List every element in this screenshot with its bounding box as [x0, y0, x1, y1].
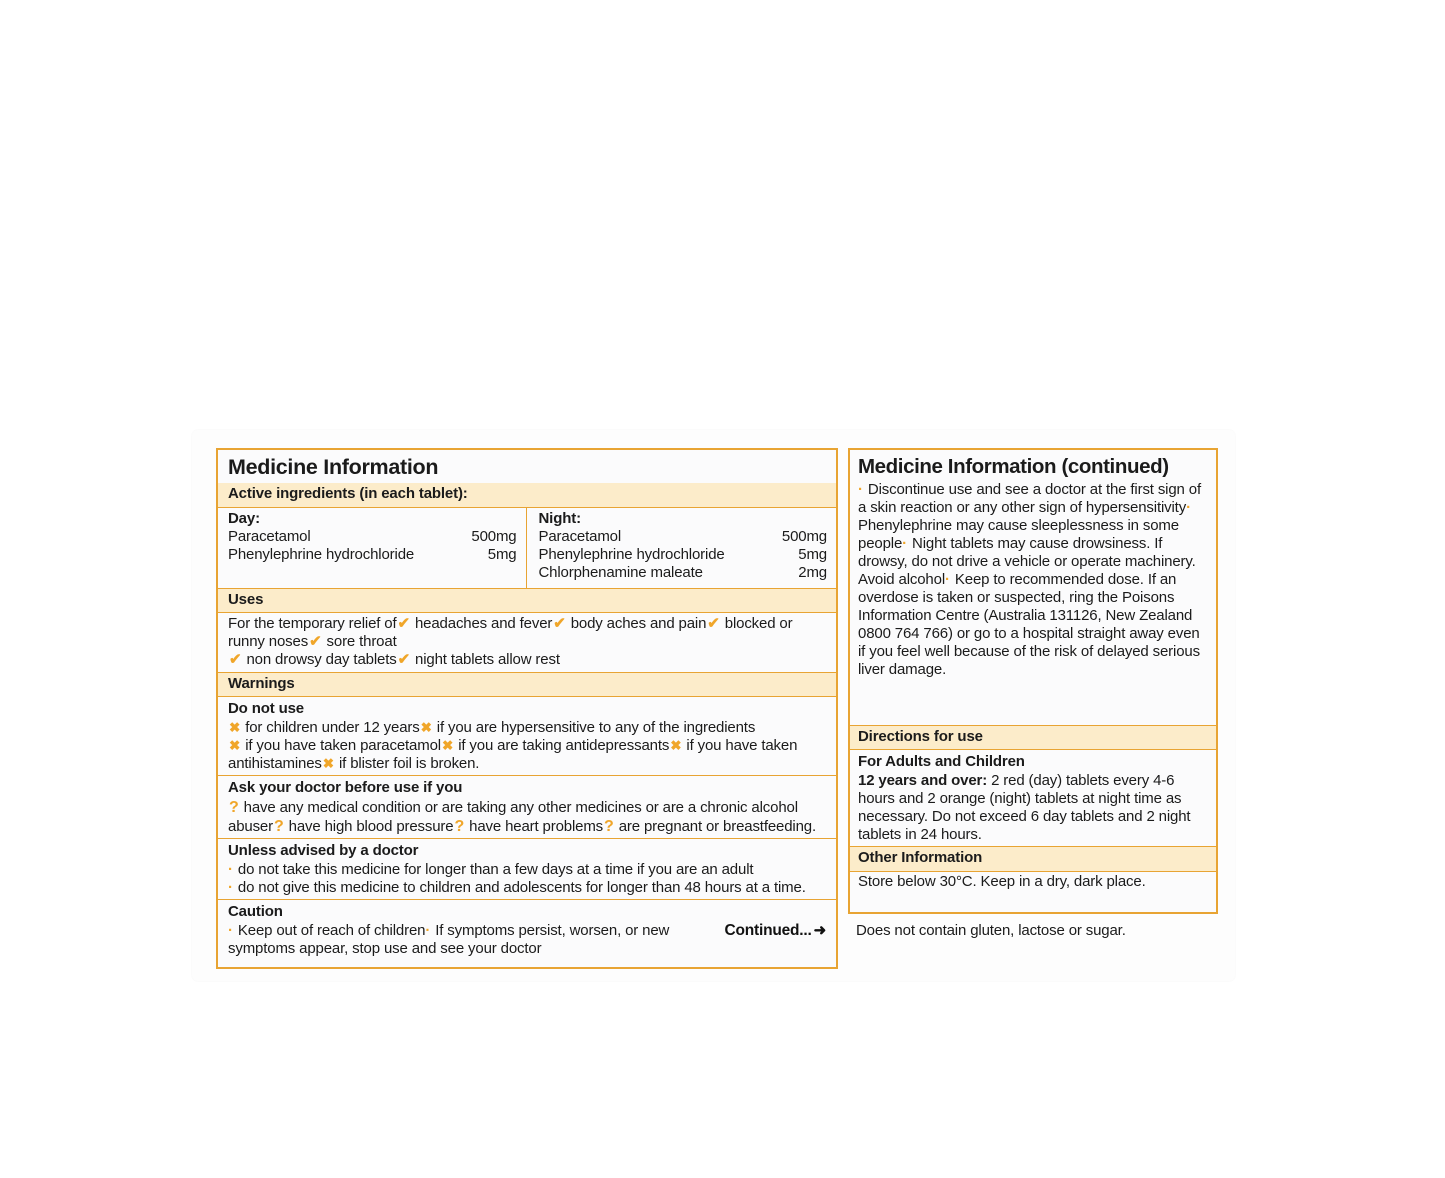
medicine-information-card: [192, 430, 1235, 981]
bullet-icon: ·: [228, 922, 233, 940]
do-not-use-item: if you are hypersensitive to any of the ingredients: [436, 719, 756, 737]
unless-advised-item: do not give this medicine to children and adolescents for longer than 48 hours at a time.: [237, 879, 806, 897]
age-label: 12 years and over:: [858, 772, 988, 790]
ingredient-name: Paracetamol: [228, 527, 311, 545]
ingredient-amount: 500mg: [781, 527, 827, 545]
check-icon: ✔: [553, 614, 566, 632]
caution-item: If symptoms persist, worsen, or new symptoms appear, stop use and see your doctor: [228, 922, 670, 958]
ingredient-name: Chlorphenamine maleate: [538, 563, 703, 581]
ask-doctor-item: have any medical condition or are taking any other medicines or are a chronic alcohol abuser: [228, 799, 798, 836]
uses-item: non drowsy day tablets: [246, 650, 397, 668]
ingredient-name: Phenylephrine hydrochloride: [228, 545, 415, 563]
cross-icon: ✖: [420, 720, 432, 736]
bullet-icon: ·: [1186, 499, 1191, 517]
day-ingredients-column: [218, 508, 526, 588]
check-icon: ✔: [309, 632, 322, 650]
cross-icon: ✖: [441, 738, 454, 754]
ingredient-amount: 500mg: [471, 527, 517, 545]
ingredient-name: Phenylephrine hydrochloride: [538, 545, 725, 563]
unless-advised-item: do not take this medicine for longer than a few days at a time if you are an adult: [237, 861, 754, 879]
ask-doctor-item: have high blood pressure: [288, 818, 454, 836]
warnings-continued-body: [850, 480, 1216, 681]
ingredient-name: Paracetamol: [538, 527, 622, 545]
ingredient-row: [228, 528, 517, 546]
night-heading: Night:: [538, 509, 581, 527]
ingredient-row: [539, 564, 828, 582]
uses-item: headaches and fever: [414, 614, 553, 632]
right-panel-title: Medicine Information (continued): [858, 455, 1169, 478]
continued-label: Continued... ➜: [724, 922, 826, 940]
bullet-icon: ·: [228, 861, 233, 879]
bullet-icon: ·: [902, 535, 908, 553]
bullet-icon: ·: [228, 879, 233, 897]
dose-text: 2 red (day) tablets every 4-6 hours and 2 orange (night) tablets at night time as necessary. Do not exceed 6 day tablets and 2 night tablets in 24 hours.: [858, 772, 1191, 844]
do-not-use-item: if you are taking antidepressants: [458, 737, 670, 755]
question-icon: ?: [454, 818, 465, 836]
check-icon: ✔: [397, 614, 410, 632]
ask-doctor-body: [218, 797, 836, 838]
right-panel: [848, 448, 1218, 914]
other-information-band: Other Information: [850, 846, 1216, 871]
audience-heading: For Adults and Children: [858, 753, 1025, 771]
active-ingredients-band: Active ingredients (in each tablet):: [218, 483, 836, 507]
ingredient-row: [539, 528, 828, 546]
other-information-body: Store below 30°C. Keep in a dry, dark place.: [858, 872, 1146, 890]
uses-item: blocked or runny noses: [228, 614, 793, 650]
ask-doctor-item: are pregnant or breastfeeding.: [618, 818, 817, 836]
spacer: [850, 681, 1216, 725]
uses-item: sore throat: [326, 632, 397, 650]
cross-icon: ✖: [322, 756, 334, 772]
ask-doctor-item: have heart problems: [469, 818, 604, 836]
ask-doctor-heading: Ask your doctor before use if you: [228, 779, 463, 797]
ingredient-row: [228, 546, 517, 564]
active-ingredients-table: [218, 508, 836, 588]
cross-icon: ✖: [670, 738, 682, 754]
left-panel-title: Medicine Information: [228, 455, 439, 479]
check-icon: ✔: [229, 650, 242, 668]
caution-item: Keep out of reach of children: [237, 922, 426, 940]
day-heading: Day:: [228, 509, 260, 527]
uses-lead-in: For the temporary relief of: [228, 614, 397, 632]
do-not-use-item: for children under 12 years: [245, 719, 420, 737]
uses-item: body aches and pain: [570, 614, 707, 632]
do-not-use-item: if blister foil is broken.: [339, 755, 480, 773]
question-icon: ?: [229, 799, 239, 817]
question-icon: ?: [273, 818, 284, 836]
right-arrow-icon: ➜: [813, 922, 826, 940]
uses-body: [218, 613, 836, 672]
night-ingredients-column: [526, 508, 837, 588]
warning-cont-item: Phenylephrine may cause sleeplessness in some people: [858, 517, 1179, 553]
unless-advised-heading: Unless advised by a doctor: [228, 842, 419, 860]
question-icon: ?: [604, 818, 614, 836]
do-not-use-heading: Do not use: [228, 700, 304, 718]
cross-icon: ✖: [229, 738, 241, 754]
ingredient-row: [539, 546, 828, 564]
ingredient-amount: 5mg: [487, 545, 517, 563]
caution-body: [218, 921, 836, 960]
do-not-use-body: [218, 718, 836, 775]
warning-cont-item: Night tablets may cause drowsiness. If drowsy, do not drive a vehicle or operate machinery. Avoid alcohol: [858, 535, 1196, 589]
bullet-icon: ·: [858, 481, 863, 499]
warning-cont-item: Discontinue use and see a doctor at the first sign of a skin reaction or any other sign of hypersensitivity: [858, 481, 1201, 517]
cross-icon: ✖: [229, 720, 241, 736]
caution-heading: Caution: [228, 903, 283, 921]
bullet-icon: ·: [945, 571, 950, 589]
unless-advised-body: [218, 860, 836, 899]
footnote: Does not contain gluten, lactose or sugar.: [856, 922, 1126, 939]
ingredient-amount: 2mg: [798, 563, 827, 581]
ingredient-amount: 5mg: [798, 545, 827, 563]
uses-band: Uses: [218, 588, 836, 613]
dosage-body: [850, 771, 1216, 846]
overdose-text: If an overdose is taken or suspected, ring the Poisons Information Centre (Australia 131126, New Zealand 0800 764 766) or go to a hospital straight away even if you feel well because of the risk of delayed serious liver damage.: [858, 571, 1200, 679]
check-icon: ✔: [707, 614, 720, 632]
bullet-icon: ·: [425, 922, 431, 940]
left-panel: [216, 448, 838, 969]
check-icon: ✔: [397, 650, 410, 668]
do-not-use-item: if you have taken paracetamol: [245, 737, 441, 755]
warning-cont-item: Keep to recommended dose.: [954, 571, 1144, 589]
warnings-band: Warnings: [218, 672, 836, 697]
uses-item: night tablets allow rest: [415, 650, 560, 668]
directions-band: Directions for use: [850, 725, 1216, 750]
do-not-use-item: if you have taken antihistamines: [228, 737, 798, 773]
